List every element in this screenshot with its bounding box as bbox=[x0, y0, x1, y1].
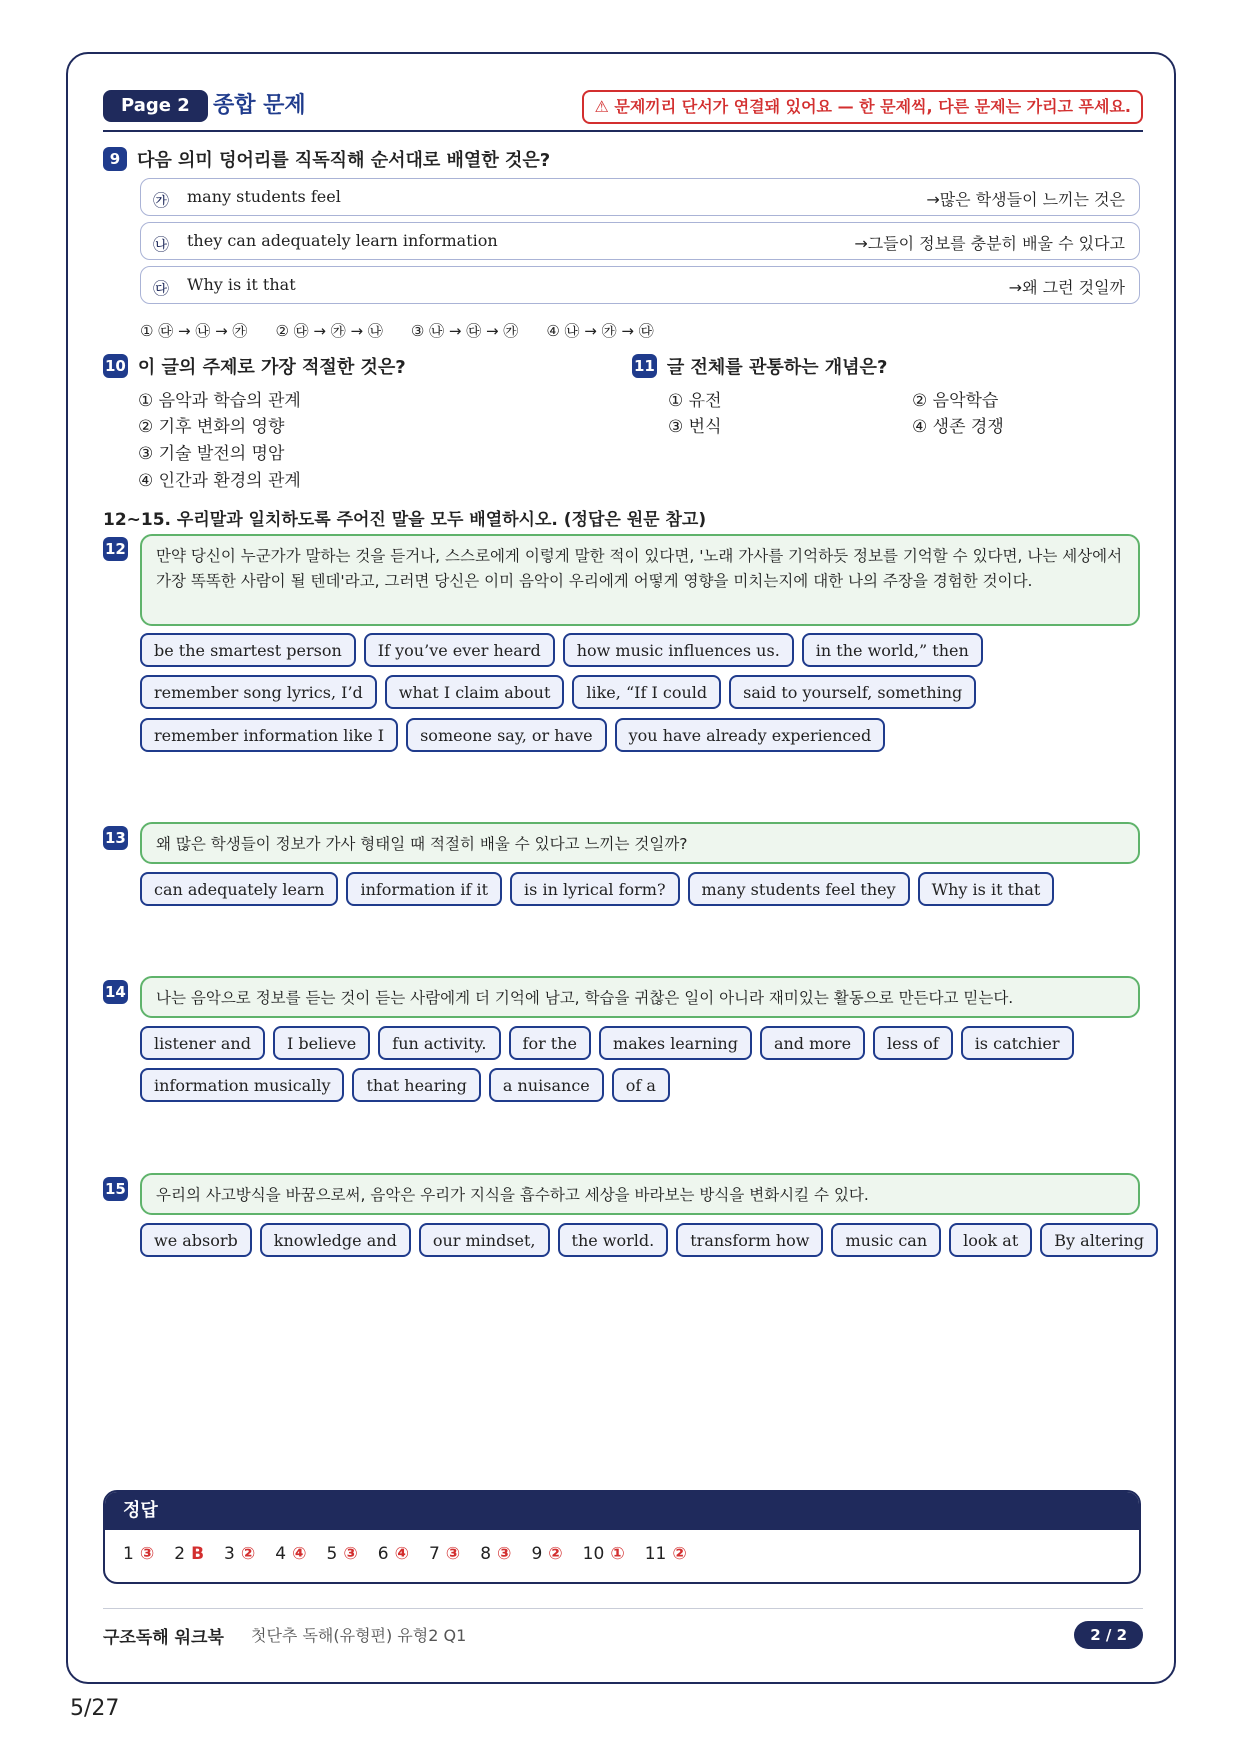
answer-item bbox=[224, 1544, 255, 1564]
chunk-korean: →많은 학생들이 느끼는 것은 bbox=[926, 190, 1125, 209]
chunk-korean: →왜 그런 것일까 bbox=[1008, 278, 1125, 297]
word-chip[interactable]: can adequately learn bbox=[140, 872, 338, 906]
question-number: 10 bbox=[103, 354, 128, 378]
answer-number: 9 bbox=[531, 1544, 543, 1564]
question-number: 11 bbox=[632, 354, 657, 378]
word-chip[interactable]: less of bbox=[873, 1026, 953, 1060]
word-chip[interactable]: said to yourself, something bbox=[729, 675, 976, 709]
chip-row bbox=[140, 675, 976, 709]
answer-list bbox=[105, 1530, 1139, 1578]
word-chip[interactable]: is catchier bbox=[961, 1026, 1074, 1060]
answer-key bbox=[103, 1490, 1141, 1584]
answer-number: 8 bbox=[480, 1544, 492, 1564]
page-footer bbox=[103, 1608, 1143, 1651]
chunk-mark: ㉮ bbox=[153, 191, 170, 210]
word-chip[interactable]: is in lyrical form? bbox=[510, 872, 680, 906]
section-title: 종합 문제 bbox=[213, 93, 306, 118]
option[interactable]: ③ 기술 발전의 명암 bbox=[138, 444, 285, 464]
option[interactable]: ④ ㉯ → ㉮ → ㉰ bbox=[546, 322, 654, 340]
word-chip[interactable]: information musically bbox=[140, 1068, 344, 1102]
word-chip[interactable]: our mindset, bbox=[419, 1223, 550, 1257]
chunk-mark: ㉰ bbox=[153, 279, 170, 298]
question-number: 12 bbox=[103, 537, 128, 561]
answer-number: 5 bbox=[326, 1544, 338, 1564]
answer-item bbox=[378, 1544, 409, 1564]
word-chip[interactable]: for the bbox=[509, 1026, 592, 1060]
q9-options bbox=[140, 320, 654, 341]
instruction: 12~15. 우리말과 일치하도록 주어진 말을 모두 배열하시오. (정답은 원문 참고) bbox=[103, 510, 707, 530]
word-chip[interactable]: knowledge and bbox=[260, 1223, 411, 1257]
question-11 bbox=[632, 353, 887, 379]
answer-key-title: 정답 bbox=[105, 1492, 1139, 1530]
answer-value: ② bbox=[240, 1544, 256, 1564]
option[interactable]: ③ ㉯ → ㉰ → ㉮ bbox=[410, 322, 519, 340]
chunk-card bbox=[140, 178, 1140, 216]
chip-row bbox=[140, 718, 885, 752]
answer-item bbox=[174, 1544, 204, 1564]
option[interactable]: ④ 인간과 환경의 관계 bbox=[138, 471, 301, 491]
option[interactable]: ② 음악학습 bbox=[912, 391, 999, 411]
word-chip[interactable]: information if it bbox=[346, 872, 502, 906]
word-chip[interactable]: like, “If I could bbox=[572, 675, 721, 709]
word-chip[interactable]: remember song lyrics, I’d bbox=[140, 675, 377, 709]
answer-item bbox=[429, 1544, 460, 1564]
word-chip[interactable]: what I claim about bbox=[385, 675, 565, 709]
option[interactable]: ① ㉰ → ㉯ → ㉮ bbox=[140, 322, 248, 340]
answer-item bbox=[123, 1544, 154, 1564]
chip-row bbox=[140, 1026, 1074, 1060]
page-badge: Page 2 bbox=[103, 90, 208, 122]
word-chip[interactable]: the world. bbox=[558, 1223, 669, 1257]
footer-page-indicator: 2 / 2 bbox=[1074, 1621, 1143, 1649]
chunk-english: many students feel bbox=[187, 187, 341, 206]
chunk-card bbox=[140, 222, 1140, 260]
option[interactable]: ① 유전 bbox=[668, 391, 722, 411]
word-chip[interactable]: listener and bbox=[140, 1026, 265, 1060]
answer-value: B bbox=[191, 1544, 205, 1564]
page-header bbox=[103, 90, 1143, 132]
chunk-card bbox=[140, 266, 1140, 304]
answer-value: ③ bbox=[139, 1544, 155, 1564]
answer-number: 1 bbox=[123, 1544, 134, 1564]
chunk-english: they can adequately learn information bbox=[187, 231, 498, 250]
word-chip[interactable]: we absorb bbox=[140, 1223, 252, 1257]
question-text: 글 전체를 관통하는 개념은? bbox=[666, 357, 888, 378]
word-chip[interactable]: that hearing bbox=[352, 1068, 480, 1102]
question-number: 15 bbox=[103, 1177, 128, 1201]
answer-item bbox=[327, 1544, 358, 1564]
answer-item bbox=[275, 1544, 306, 1564]
chip-row bbox=[140, 633, 983, 667]
answer-item bbox=[531, 1544, 562, 1564]
option[interactable]: ① 음악과 학습의 관계 bbox=[138, 391, 301, 411]
word-chip[interactable]: fun activity. bbox=[378, 1026, 500, 1060]
option[interactable]: ② 기후 변화의 영향 bbox=[138, 417, 285, 437]
word-chip[interactable]: I believe bbox=[273, 1026, 370, 1060]
option[interactable]: ② ㉰ → ㉮ → ㉯ bbox=[275, 322, 383, 340]
answer-number: 11 bbox=[644, 1544, 667, 1564]
word-chip[interactable]: a nuisance bbox=[489, 1068, 604, 1102]
warning-banner: ⚠ 문제끼리 단서가 연결돼 있어요 — 한 문제씩, 다른 문제는 가리고 푸세요. bbox=[582, 90, 1143, 124]
answer-number: 10 bbox=[582, 1544, 605, 1564]
answer-item bbox=[645, 1544, 687, 1564]
chip-row bbox=[140, 872, 1054, 906]
word-chip[interactable]: be the smartest person bbox=[140, 633, 356, 667]
word-chip[interactable]: of a bbox=[612, 1068, 670, 1102]
korean-prompt: 왜 많은 학생들이 정보가 가사 형태일 때 적절히 배울 수 있다고 느끼는 것일까? bbox=[140, 822, 1140, 864]
word-chip[interactable]: remember information like I bbox=[140, 718, 398, 752]
question-9 bbox=[103, 146, 550, 172]
footer-subtitle: 첫단추 독해(유형편) 유형2 Q1 bbox=[251, 1626, 467, 1645]
word-chip[interactable]: you have already experienced bbox=[615, 718, 886, 752]
question-10 bbox=[103, 353, 406, 379]
answer-value: ② bbox=[672, 1544, 687, 1564]
document-page-count: 5/27 bbox=[70, 1696, 120, 1721]
answer-number: 6 bbox=[377, 1544, 389, 1564]
answer-value: ② bbox=[548, 1544, 563, 1564]
chunk-korean: →그들이 정보를 충분히 배울 수 있다고 bbox=[854, 234, 1125, 253]
option[interactable]: ③ 번식 bbox=[668, 417, 722, 437]
question-number: 13 bbox=[103, 826, 128, 850]
answer-number: 4 bbox=[275, 1544, 287, 1564]
answer-value: ③ bbox=[497, 1544, 512, 1564]
chip-row bbox=[140, 1223, 1158, 1257]
option[interactable]: ④ 생존 경쟁 bbox=[912, 417, 1004, 437]
chunk-english: Why is it that bbox=[187, 275, 296, 294]
answer-value: ④ bbox=[394, 1544, 409, 1564]
word-chip[interactable]: transform how bbox=[676, 1223, 823, 1257]
word-chip[interactable]: how music influences us. bbox=[563, 633, 794, 667]
word-chip[interactable]: If you’ve ever heard bbox=[364, 633, 555, 667]
answer-item bbox=[480, 1544, 511, 1564]
question-text: 다음 의미 덩어리를 직독직해 순서대로 배열한 것은? bbox=[137, 150, 551, 171]
word-chip[interactable]: look at bbox=[949, 1223, 1032, 1257]
answer-number: 7 bbox=[428, 1544, 440, 1564]
answer-number: 3 bbox=[224, 1544, 235, 1564]
answer-value: ④ bbox=[292, 1544, 307, 1564]
korean-prompt: 나는 음악으로 정보를 듣는 것이 듣는 사람에게 더 기억에 남고, 학습을 귀찮은 일이 아니라 재미있는 활동으로 만든다고 믿는다. bbox=[140, 976, 1140, 1018]
word-chip[interactable]: many students feel they bbox=[688, 872, 910, 906]
footer-title: 구조독해 워크북 bbox=[103, 1628, 224, 1648]
word-chip[interactable]: Why is it that bbox=[918, 872, 1055, 906]
question-number: 9 bbox=[103, 147, 127, 171]
answer-value: ③ bbox=[445, 1544, 461, 1564]
question-text: 이 글의 주제로 가장 적절한 것은? bbox=[137, 357, 406, 378]
chunk-mark: ㉯ bbox=[153, 235, 170, 254]
answer-value: ③ bbox=[343, 1544, 358, 1564]
answer-item bbox=[583, 1544, 625, 1564]
word-chip[interactable]: By altering bbox=[1040, 1223, 1158, 1257]
answer-value: ① bbox=[610, 1544, 625, 1564]
word-chip[interactable]: music can bbox=[831, 1223, 941, 1257]
question-number: 14 bbox=[103, 980, 128, 1004]
chip-row bbox=[140, 1068, 670, 1102]
answer-number: 2 bbox=[174, 1544, 186, 1564]
word-chip[interactable]: someone say, or have bbox=[406, 718, 607, 752]
word-chip[interactable]: makes learning bbox=[599, 1026, 752, 1060]
korean-prompt: 만약 당신이 누군가가 말하는 것을 듣거나, 스스로에게 이렇게 말한 적이 있다면, '노래 가사를 기억하듯 정보를 기억할 수 있다면, 나는 세상에서 가장 똑똑한 사람이 될 텐데'라고, 그러면 당신은 이미 음악이 우리에게 어떻게 영향을 미치는지에 대한 나의 주장을 경험한 것이다. bbox=[140, 534, 1140, 626]
korean-prompt: 우리의 사고방식을 바꿈으로써, 음악은 우리가 지식을 흡수하고 세상을 바라보는 방식을 변화시킬 수 있다. bbox=[140, 1173, 1140, 1215]
word-chip[interactable]: in the world,” then bbox=[802, 633, 983, 667]
word-chip[interactable]: and more bbox=[760, 1026, 865, 1060]
